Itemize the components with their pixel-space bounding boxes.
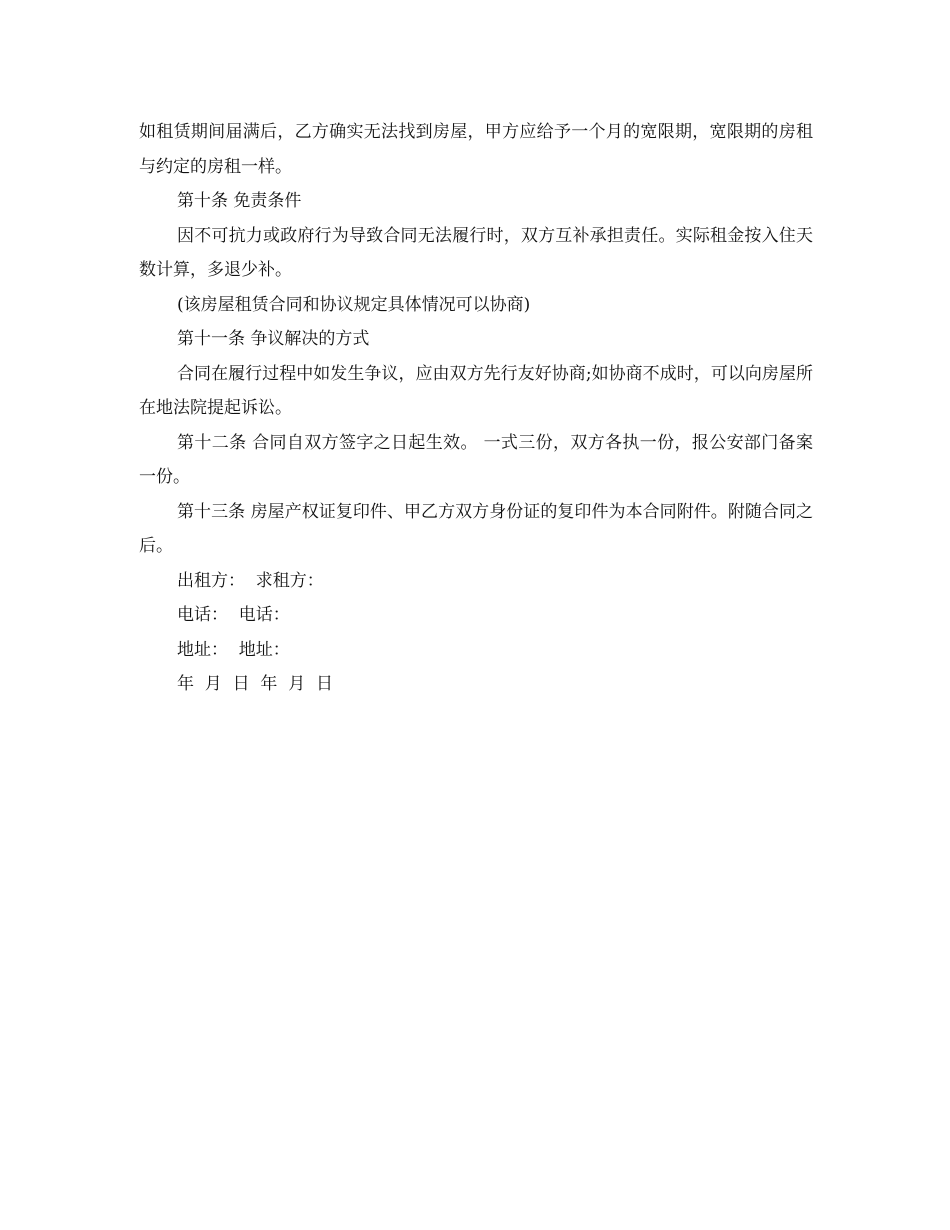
- paragraph-dispute-resolution: 合同在履行过程中如发生争议，应由双方先行友好协商;如协商不成时，可以向房屋所在地法院提起诉讼。: [139, 363, 813, 418]
- article-10-heading: 第十条 免责条件: [177, 191, 302, 211]
- article-12-effective: 第十二条 合同自双方签字之日起生效。 一式三份，双方各执一份，报公安部门备案一份。: [139, 432, 813, 487]
- article-13-attachments: 第十三条 房屋产权证复印件、甲乙方双方身份证的复印件为本合同附件。附随合同之后。: [139, 501, 813, 556]
- signature-phones: 电话： 电话：: [177, 605, 290, 625]
- article-11-heading: 第十一条 争议解决的方式: [177, 329, 370, 349]
- signature-dates: 年 月 日 年 月 日: [177, 674, 334, 694]
- paragraph-negotiation-note: (该房屋租赁合同和协议规定具体情况可以协商): [177, 294, 531, 315]
- paragraph-force-majeure: 因不可抗力或政府行为导致合同无法履行时，双方互补承担责任。实际租金按入住天数计算，多退少补。: [139, 225, 813, 280]
- paragraph-grace-period: 如租赁期间届满后，乙方确实无法找到房屋，甲方应给予一个月的宽限期，宽限期的房租与约定的房租一样。: [139, 122, 813, 177]
- signature-addresses: 地址： 地址：: [177, 639, 290, 660]
- document-body: [139, 115, 813, 702]
- signature-parties: 出租方： 求租方：: [177, 570, 324, 591]
